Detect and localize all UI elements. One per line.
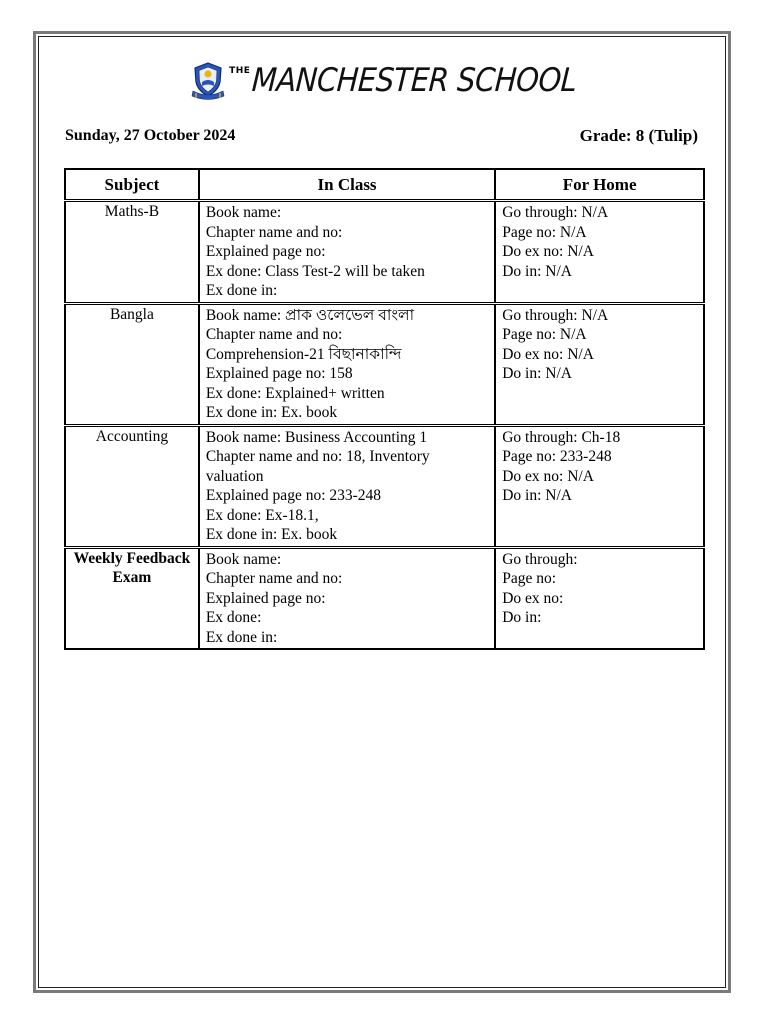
in-class-line: Ex done: <box>205 609 262 626</box>
in-class-line: Explained page no: 158 <box>205 365 353 382</box>
for-home-cell <box>495 201 704 304</box>
in-class-cell <box>199 425 495 547</box>
table-row-bangla <box>65 303 704 425</box>
for-home-line: Do in: <box>502 609 542 626</box>
for-home-line: Page no: <box>502 570 557 587</box>
in-class-line: Book name: <box>205 204 282 221</box>
subject-cell: Weekly Feedback Exam <box>65 547 199 649</box>
in-class-line: Chapter name and no: <box>205 326 343 343</box>
school-header <box>0 58 768 102</box>
for-home-cell <box>495 547 704 649</box>
for-home-cell <box>495 303 704 425</box>
in-class-line: Explained page no: <box>205 589 326 607</box>
in-class-line: Chapter name and no: <box>205 223 343 241</box>
in-class-line: Chapter name and no: <box>205 570 343 587</box>
for-home-line: Page no: N/A <box>502 223 587 241</box>
in-class-line: Explained page no: <box>205 243 326 260</box>
in-class-line: Book name: Business Accounting 1 <box>205 428 428 446</box>
for-home-line: Go through: N/A <box>502 306 609 324</box>
in-class-line: Ex done: Explained+ written <box>205 384 385 402</box>
in-class-cell <box>199 547 495 649</box>
in-class-line: Ex done in: <box>205 282 278 299</box>
for-home-line: Do in: N/A <box>502 365 572 382</box>
date-label: Sunday, 27 October 2024 <box>65 127 236 144</box>
for-home-cell <box>495 425 704 547</box>
table-row-weekly-feedback <box>65 547 704 649</box>
in-class-line: Book name: প্রাক ওলেভেল বাংলা <box>205 306 415 324</box>
subject-cell: Accounting <box>65 425 199 547</box>
in-class-line: Ex done: Class Test-2 will be taken <box>205 262 425 280</box>
in-class-line: Chapter name and no: 18, Inventory valuation <box>205 448 430 485</box>
in-class-line: Ex done in: Ex. book <box>205 404 338 421</box>
table-row-accounting <box>65 425 704 547</box>
table-header-row <box>65 169 704 201</box>
in-class-line: Book name: <box>205 550 282 568</box>
table-row-maths <box>65 201 704 304</box>
school-crest-logo <box>191 60 225 100</box>
homework-table <box>64 168 705 650</box>
in-class-line: Ex done: Ex-18.1, <box>205 506 319 524</box>
header-subject: Subject <box>65 169 199 201</box>
for-home-line: Do ex no: <box>502 589 564 607</box>
for-home-line: Do ex no: N/A <box>502 345 594 363</box>
for-home-line: Do ex no: N/A <box>502 467 594 485</box>
in-class-cell <box>199 201 495 304</box>
for-home-line: Do ex no: N/A <box>502 243 594 260</box>
grade-label: Grade: 8 (Tulip) <box>579 126 698 145</box>
header-in-class: In Class <box>199 169 495 201</box>
subject-cell: Maths-B <box>65 201 199 304</box>
in-class-line: Ex done in: <box>205 628 278 646</box>
header-for-home: For Home <box>495 169 704 201</box>
for-home-line: Do in: N/A <box>502 262 572 280</box>
in-class-line: Explained page no: 233-248 <box>205 487 382 504</box>
in-class-cell <box>199 303 495 425</box>
in-class-line: Ex done in: Ex. book <box>205 526 338 543</box>
for-home-line: Go through: N/A <box>502 204 609 221</box>
for-home-line: Page no: N/A <box>502 326 587 343</box>
for-home-line: Do in: N/A <box>502 487 572 504</box>
school-name: MANCHESTER SCHOOL <box>251 60 579 100</box>
for-home-line: Go through: Ch-18 <box>502 428 621 446</box>
in-class-line: Comprehension-21 বিছানাকান্দি <box>205 345 402 363</box>
school-name-prefix: THE <box>229 66 251 76</box>
subject-cell: Bangla <box>65 303 199 425</box>
for-home-line: Page no: 233-248 <box>502 448 612 465</box>
for-home-line: Go through: <box>502 550 578 568</box>
